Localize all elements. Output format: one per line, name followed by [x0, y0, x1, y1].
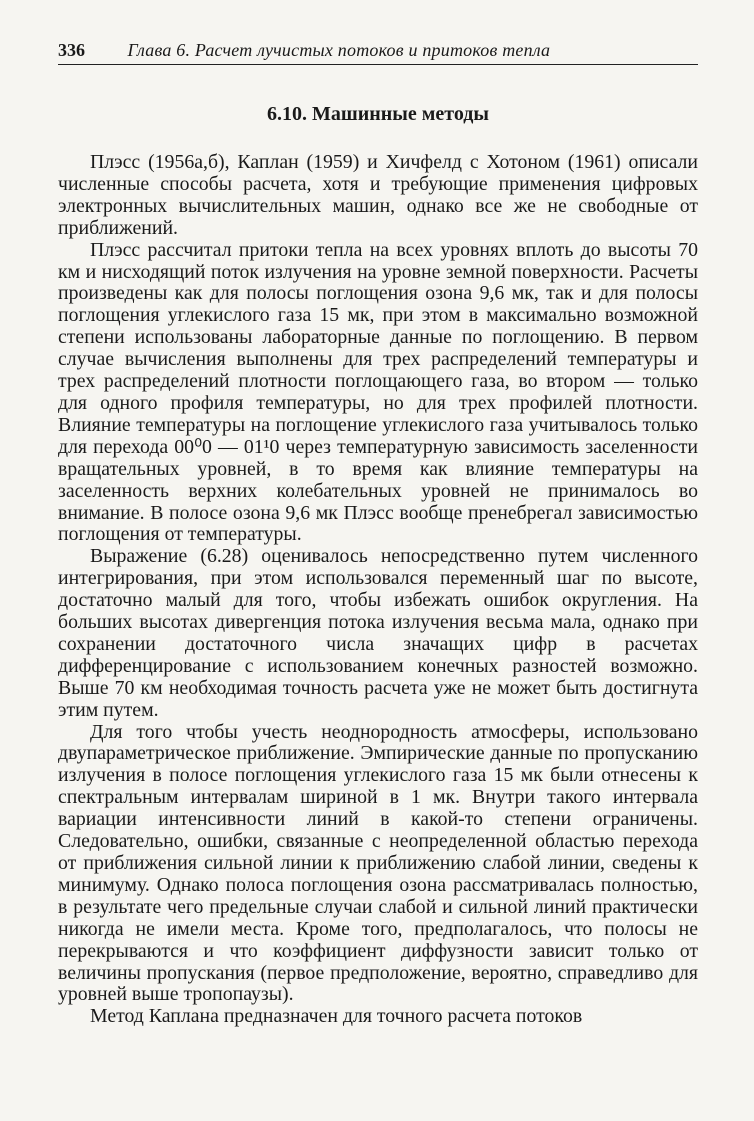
paragraph: Для того чтобы учесть неоднородность атмосферы, использовано двупараметрическое приближение. Эмпирические данные по пропусканию излучения в полосе поглощения углекислого газа 15 мк были отнесены к спектральным интервалам шириной в 1 мк. Внутри такого интервала вариации интенсивности линий в какой-то степени ограничены. Следовательно, ошибки, связанные с неопределенной областью перехода от приближения сильной линии к приближению слабой линии, сведены к минимуму. Однако полоса поглощения озона рассматривалась полностью, в результате чего предельные случаи слабой и сильной линий практически никогда не имели места. Кроме того, предполагалось, что полосы не перекрываются и что коэффициент диффузности зависит только от величины пропускания (первое предположение, вероятно, справедливо для уровней выше тропопаузы). — [58, 720, 698, 1006]
running-title: Глава 6. Расчет лучистых потоков и притоков тепла — [127, 40, 551, 60]
paragraph: Плэсс (1956а,б), Каплан (1959) и Хичфелд с Хотоном (1961) описали численные способы расчета, хотя и требующие применения цифровых электронных вычислительных машин, однако все же не свободные от приближений. — [58, 151, 698, 239]
paragraph: Метод Каплана предназначен для точного расчета потоков — [90, 1005, 583, 1028]
body-text — [58, 152, 698, 1028]
page-number: 336 — [58, 40, 85, 60]
paragraph: Плэсс рассчитал притоки тепла на всех уровнях вплоть до высоты 70 км и нисходящий поток излучения на уровне земной поверхности. Расчеты произведены как для полосы поглощения озона 9,6 мк, так и для полосы поглощения углекислого газа 15 мк, при этом в максимально возможной степени использованы лабораторные данные по поглощению. В первом случае вычисления выполнены для трех распределений температуры и трех распределений плотности поглощающего газа, во втором — только для одного профиля температуры, но для трех профилей плотности. Влияние температуры на поглощение углекислого газа учитывалось только для перехода 00⁰0 — 01¹0 через температурную зависимость заселенности вращательных уровней, в то время как влияние температуры на заселенность верхних колебательных уровней не принималось во внимание. В полосе озона 9,6 мк Плэсс вообще пренебрегал зависимостью поглощения от температуры. — [58, 238, 698, 546]
section-title: 6.10. Машинные методы — [266, 103, 490, 125]
running-header — [58, 40, 698, 65]
paragraph: Выражение (6.28) оценивалось непосредственно путем численного интегрирования, при этом использовался переменный шаг по высоте, достаточно малый для того, чтобы избежать ошибок округления. На больших высотах дивергенция потока излучения весьма мала, однако при сохранении достаточного числа значащих цифр в расчетах дифференцирование с использованием конечных разностей возможно. Выше 70 км необходимая точность расчета уже не может быть достигнута этим путем. — [58, 545, 698, 721]
